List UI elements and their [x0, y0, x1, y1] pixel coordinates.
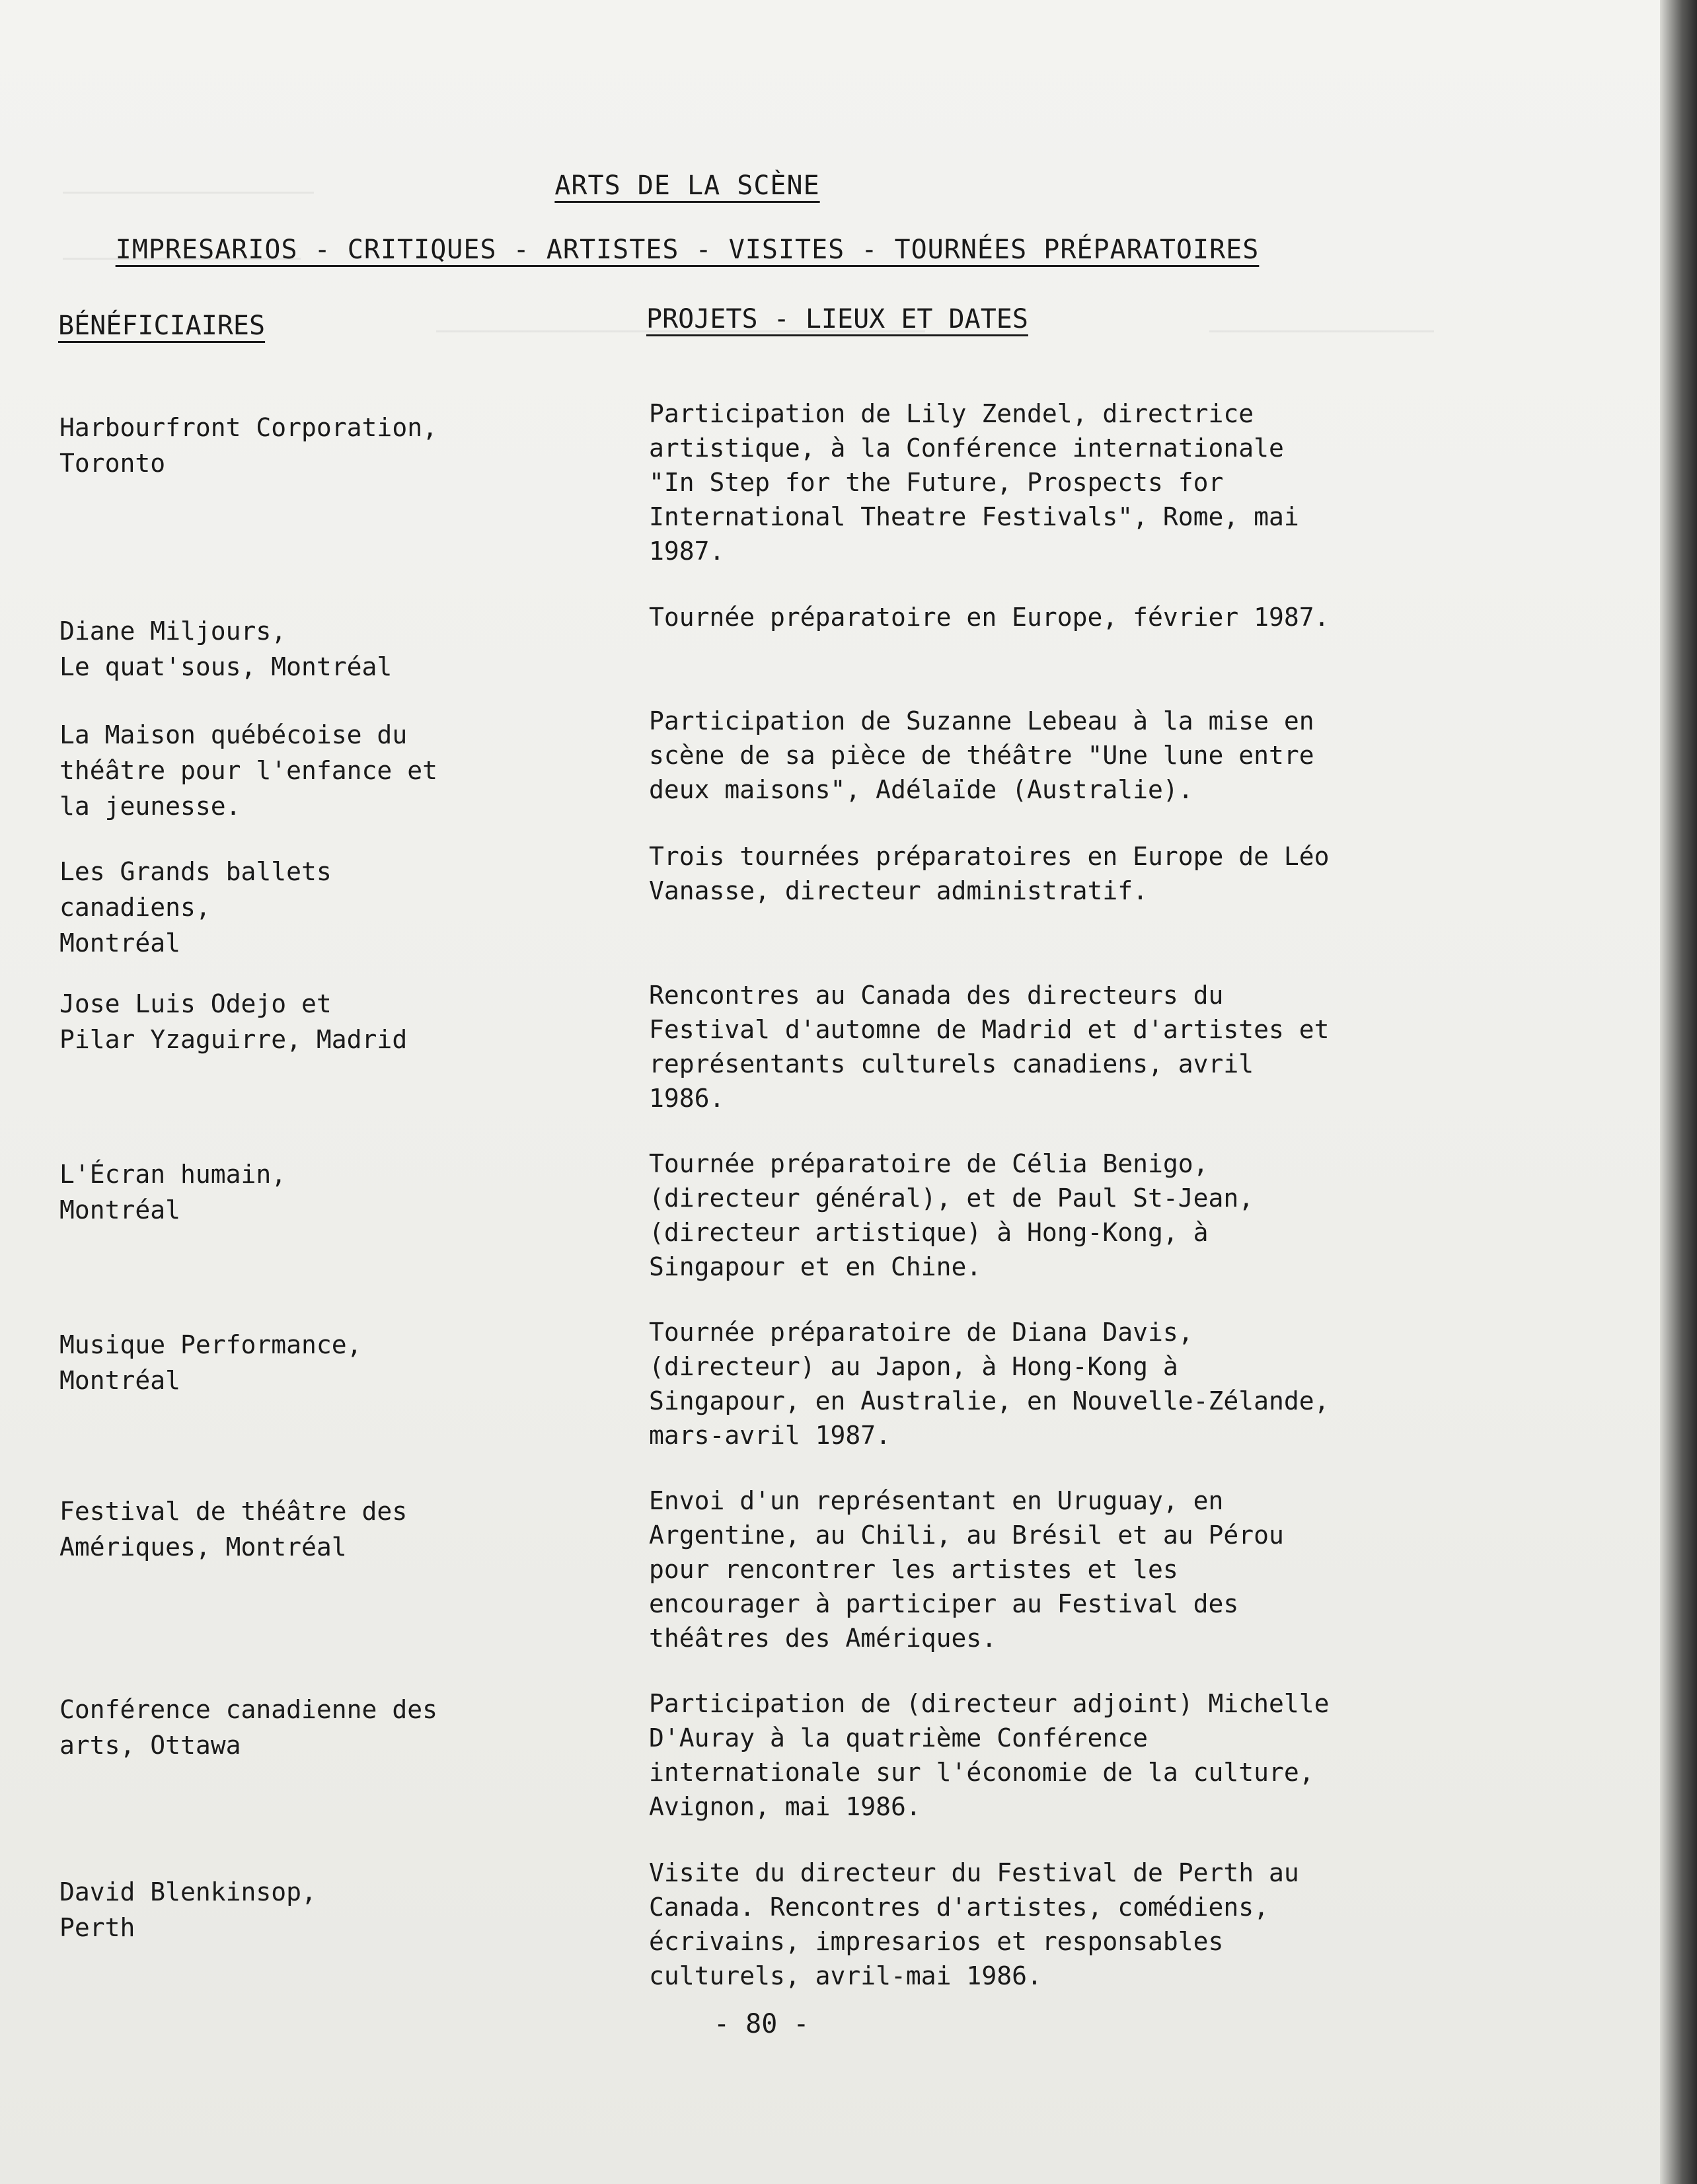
- beneficiary-text: La Maison québécoise du théâtre pour l'enfance et la jeunesse.: [59, 720, 437, 821]
- beneficiary-text: Les Grands ballets canadiens, Montréal: [59, 857, 332, 958]
- projects-column-header: PROJETS - LIEUX ET DATES: [646, 304, 1028, 334]
- show-through-block: [1209, 304, 1434, 332]
- beneficiaries-column-header: BÉNÉFICIAIRES: [58, 311, 266, 341]
- beneficiary-text: Jose Luis Odejo et Pilar Yzaguirre, Madrid: [59, 989, 408, 1054]
- page-subtitle: [0, 235, 1375, 265]
- project-text: Tournée préparatoire en Europe, février 1987.: [649, 603, 1330, 632]
- project-text: Participation de Suzanne Lebeau à la mise en scène de sa pièce de théâtre "Une lune entre deux maisons", Adélaïde (Australie).: [649, 706, 1314, 804]
- binding-edge: [1660, 0, 1697, 2184]
- page-subtitle-text: IMPRESARIOS - CRITIQUES - ARTISTES - VISITES - TOURNÉES PRÉPARATOIRES: [115, 235, 1260, 265]
- project-text: Participation de (directeur adjoint) Michelle D'Auray à la quatrième Conférence internationale sur l'économie de la culture, Avignon, mai 1986.: [649, 1689, 1330, 1821]
- beneficiary-text: David Blenkinsop, Perth: [59, 1877, 317, 1942]
- page-title: [0, 170, 1375, 201]
- project-text: Visite du directeur du Festival de Perth au Canada. Rencontres d'artistes, comédiens, écrivains, impresarios et responsables culturels, avril-mai 1986.: [649, 1858, 1299, 1990]
- project-text: Envoi d'un représentant en Uruguay, en Argentine, au Chili, au Brésil et au Pérou pour rencontrer les artistes et les encourager à participer au Festival des théâtres des Amériques.: [649, 1486, 1284, 1653]
- project-text: Tournée préparatoire de Célia Benigo, (directeur général), et de Paul St-Jean, (directeur artistique) à Hong-Kong, à Singapour et en Chine.: [649, 1149, 1254, 1281]
- project-text: Rencontres au Canada des directeurs du Festival d'automne de Madrid et d'artistes et représentants culturels canadiens, avril 1986.: [649, 981, 1330, 1113]
- beneficiary-text: Conférence canadienne des arts, Ottawa: [59, 1695, 437, 1760]
- beneficiary-text: Harbourfront Corporation, Toronto: [59, 413, 437, 478]
- beneficiary-text: Musique Performance, Montréal: [59, 1330, 362, 1395]
- project-text: Trois tournées préparatoires en Europe de Léo Vanasse, directeur administratif.: [649, 842, 1330, 905]
- beneficiary-text: Diane Miljours, Le quat'sous, Montréal: [59, 617, 393, 681]
- beneficiary-text: Festival de théâtre des Amériques, Montréal: [59, 1497, 408, 1562]
- page-title-text: ARTS DE LA SCÈNE: [554, 170, 820, 201]
- page-number: - 80 -: [714, 2009, 810, 2039]
- beneficiary-text: L'Écran humain, Montréal: [59, 1160, 287, 1224]
- project-text: Participation de Lily Zendel, directrice artistique, à la Conférence internationale "In Step for the Future, Prospects for International Theatre Festivals", Rome, mai 1987.: [649, 399, 1299, 566]
- project-text: Tournée préparatoire de Diana Davis, (directeur) au Japon, à Hong-Kong à Singapour, en Australie, en Nouvelle-Zélande, mars-avril 1987.: [649, 1318, 1330, 1450]
